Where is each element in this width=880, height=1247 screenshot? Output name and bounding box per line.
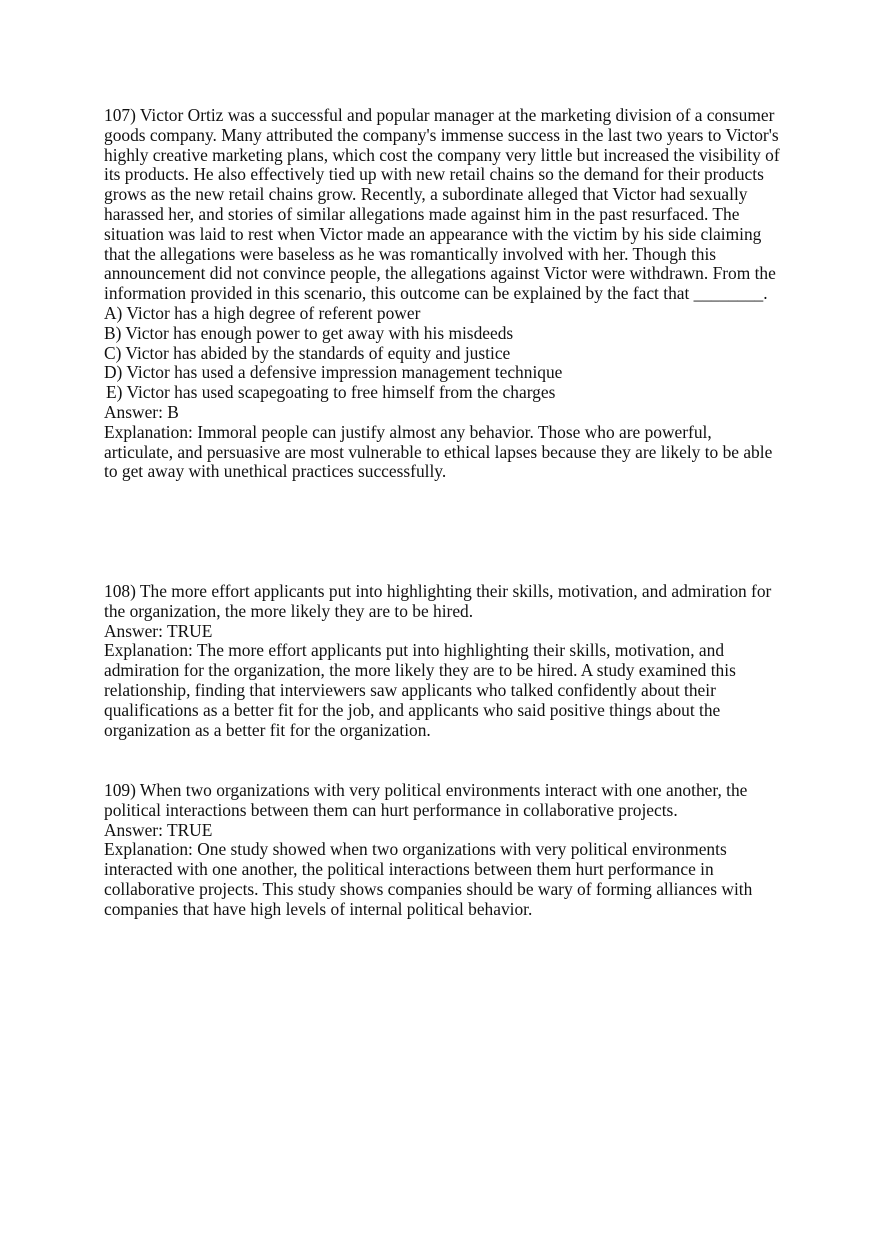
question-text-line: 108) The more effort applicants put into highlighting their skills, motivation, and admiration for: [104, 581, 772, 601]
question-107: [104, 106, 794, 482]
explanation-line: admiration for the organization, the more likely they are to be hired. A study examined this: [104, 660, 736, 681]
question-text-line: harassed her, and stories of similar allegations made against him in the past resurfaced. The: [104, 203, 740, 224]
explanation-line: Explanation: The more effort applicants put into highlighting their skills, motivation, and: [104, 640, 725, 661]
question-text-line: grows as the new retail chains grow. Recently, a subordinate alleged that Victor had sexually: [104, 184, 748, 205]
answer-option-c: C) Victor has abided by the standards of equity and justice: [104, 342, 511, 363]
explanation-line: collaborative projects. This study shows companies should be wary of forming alliances with: [104, 878, 753, 899]
answer-option-d: D) Victor has used a defensive impression management technique: [104, 362, 563, 383]
question-text-line: that the allegations were baseless as he was romantically involved with her. Though this: [104, 243, 717, 264]
question-text-line: goods company. Many attributed the company's immense success in the last two years to Victor's: [104, 124, 779, 145]
explanation-line: articulate, and persuasive are most vulnerable to ethical lapses because they are likely to be able: [104, 441, 773, 462]
explanation-line: Explanation: Immoral people can justify almost any behavior. Those who are powerful,: [104, 421, 712, 442]
explanation-line: to get away with unethical practices successfully.: [104, 461, 447, 482]
question-text-line: information provided in this scenario, this outcome can be explained by the fact that ________.: [104, 283, 768, 304]
explanation-line: qualifications as a better fit for the job, and applicants who said positive things about the: [104, 699, 721, 720]
question-text-line: the organization, the more likely they are to be hired.: [104, 600, 474, 621]
question-text-line: political interactions between them can hurt performance in collaborative projects.: [104, 799, 678, 820]
question-108: [104, 582, 794, 740]
answer-line: Answer: TRUE: [104, 819, 213, 840]
answer-line: Answer: TRUE: [104, 620, 213, 641]
answer-option-a: A) Victor has a high degree of referent power: [104, 302, 421, 323]
explanation-line: relationship, finding that interviewers saw applicants who talked confidently about their: [104, 679, 716, 700]
answer-option-e: E) Victor has used scapegoating to free himself from the charges: [106, 382, 556, 403]
explanation-line: interacted with one another, the political interactions between them hurt performance in: [104, 859, 714, 880]
question-text-line: announcement did not convince people, the allegations against Victor were withdrawn. From the: [104, 263, 776, 284]
explanation-line: companies that have high levels of internal political behavior.: [104, 898, 533, 919]
explanation-line: organization as a better fit for the organization.: [104, 719, 431, 740]
question-109: [104, 781, 794, 920]
question-text-line: 109) When two organizations with very political environments interact with one another, the: [104, 780, 748, 800]
answer-option-b: B) Victor has enough power to get away with his misdeeds: [104, 322, 514, 343]
question-text-line: its products. He also effectively tied up with new retail chains so the demand for their products: [104, 164, 764, 185]
answer-line: Answer: B: [104, 401, 179, 422]
question-text-line: situation was laid to rest when Victor made an appearance with the victim by his side claiming: [104, 223, 762, 244]
question-text-line: 107) Victor Ortiz was a successful and popular manager at the marketing division of a consumer: [104, 105, 775, 125]
question-text-line: highly creative marketing plans, which cost the company very little but increased the visibility of: [104, 144, 780, 165]
explanation-line: Explanation: One study showed when two organizations with very political environments: [104, 839, 727, 860]
